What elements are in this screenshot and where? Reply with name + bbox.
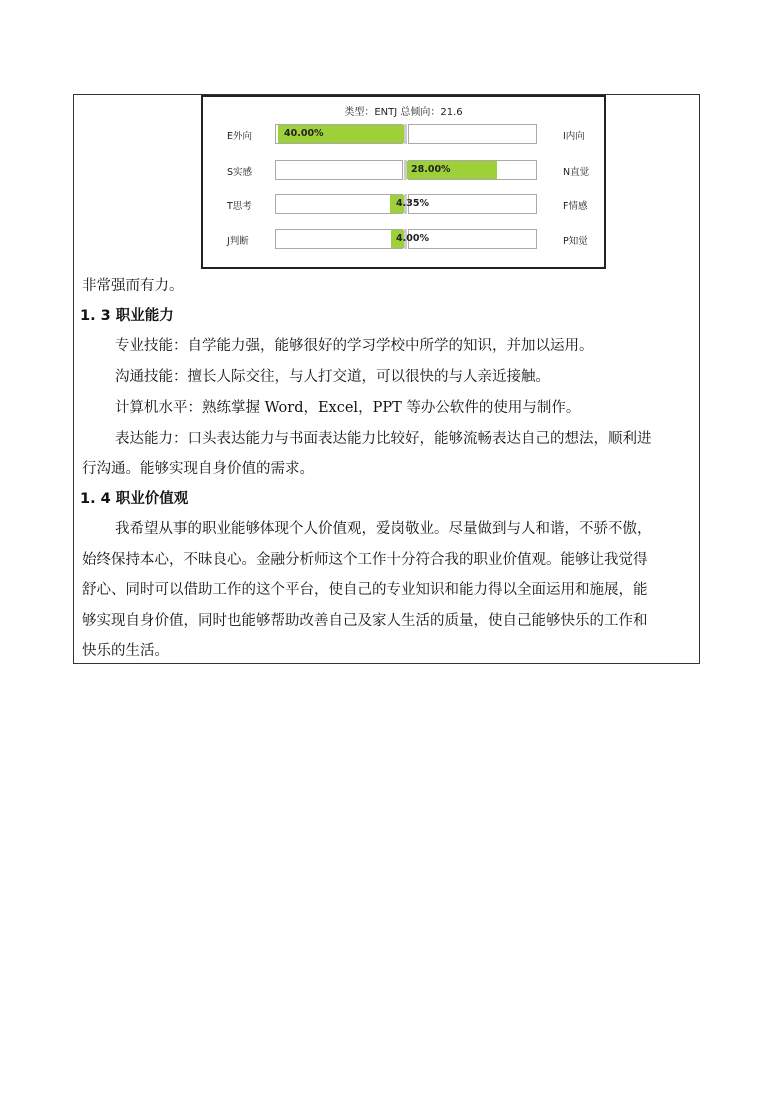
right-label: N直觉 [563,167,590,178]
section-heading-1-4: 1. 4 职业价值观 [80,491,189,507]
right-track [408,124,537,144]
left-track [275,160,403,180]
right-label: I内向 [563,131,585,142]
paragraph-professional-skills: 专业技能：自学能力强，能够很好的学习学校中所学的知识，并加以运用。 [115,338,594,354]
right-label: P知觉 [563,236,588,247]
mbti-chart [201,95,606,269]
paragraph-values-line-2: 始终保持本心，不昧良心。金融分析师这个工作十分符合我的职业价值观。能够让我觉得 [82,552,648,568]
bar-value-label: 28.00% [411,164,451,175]
paragraph-expression-line-1 [115,429,693,449]
left-label: J判断 [227,236,249,247]
line-text: 表达能力：口头表达能力与书面表达能力比较好，能够流畅表达自己的想法，顺利进 [115,431,652,447]
left-label: E外向 [227,131,253,142]
section-heading-1-3: 1. 3 职业能力 [80,308,174,324]
paragraph-values-line-4: 够实现自身价值，同时也能够帮助改善自己及家人生活的质量，使自己能够快乐的工作和 [82,613,648,629]
bar-value-label: 4.35% [396,198,429,209]
right-label: F情感 [563,201,588,212]
paragraph-values-line-5: 快乐的生活。 [82,643,169,659]
chart-row-tf [203,194,604,216]
left-label: T思考 [227,201,252,212]
paragraph-computer-skills: 计算机水平：熟练掌握 Word，Excel，PPT 等办公软件的使用与制作。 [115,400,581,416]
chart-row-sn [203,160,604,182]
chart-row-ei [203,124,604,146]
paragraph-values-line-1: 我希望从事的职业能够体现个人价值观，爱岗敬业。尽量做到与人和谐，不骄不傲， [115,521,652,537]
paragraph-values-line-3: 舒心、同时可以借助工作的这个平台，使自己的专业知识和能力得以全面运用和施展，能 [82,582,648,598]
left-track [275,194,403,214]
chart-row-jp [203,229,604,251]
paragraph-communication-skills: 沟通技能：擅长人际交往，与人打交道，可以很快的与人亲近接触。 [115,369,550,385]
center-divider [404,124,407,144]
bar-value-label: 4.00% [396,233,429,244]
chart-title: 类型：ENTJ 总倾向：21.6 [344,107,463,118]
bar-value-label: 40.00% [284,128,324,139]
paragraph-continuation: 非常强而有力。 [82,278,184,294]
left-track [275,229,403,249]
left-label: S实感 [227,167,253,178]
paragraph-expression-line-2: 行沟通。能够实现自身价值的需求。 [82,461,314,477]
